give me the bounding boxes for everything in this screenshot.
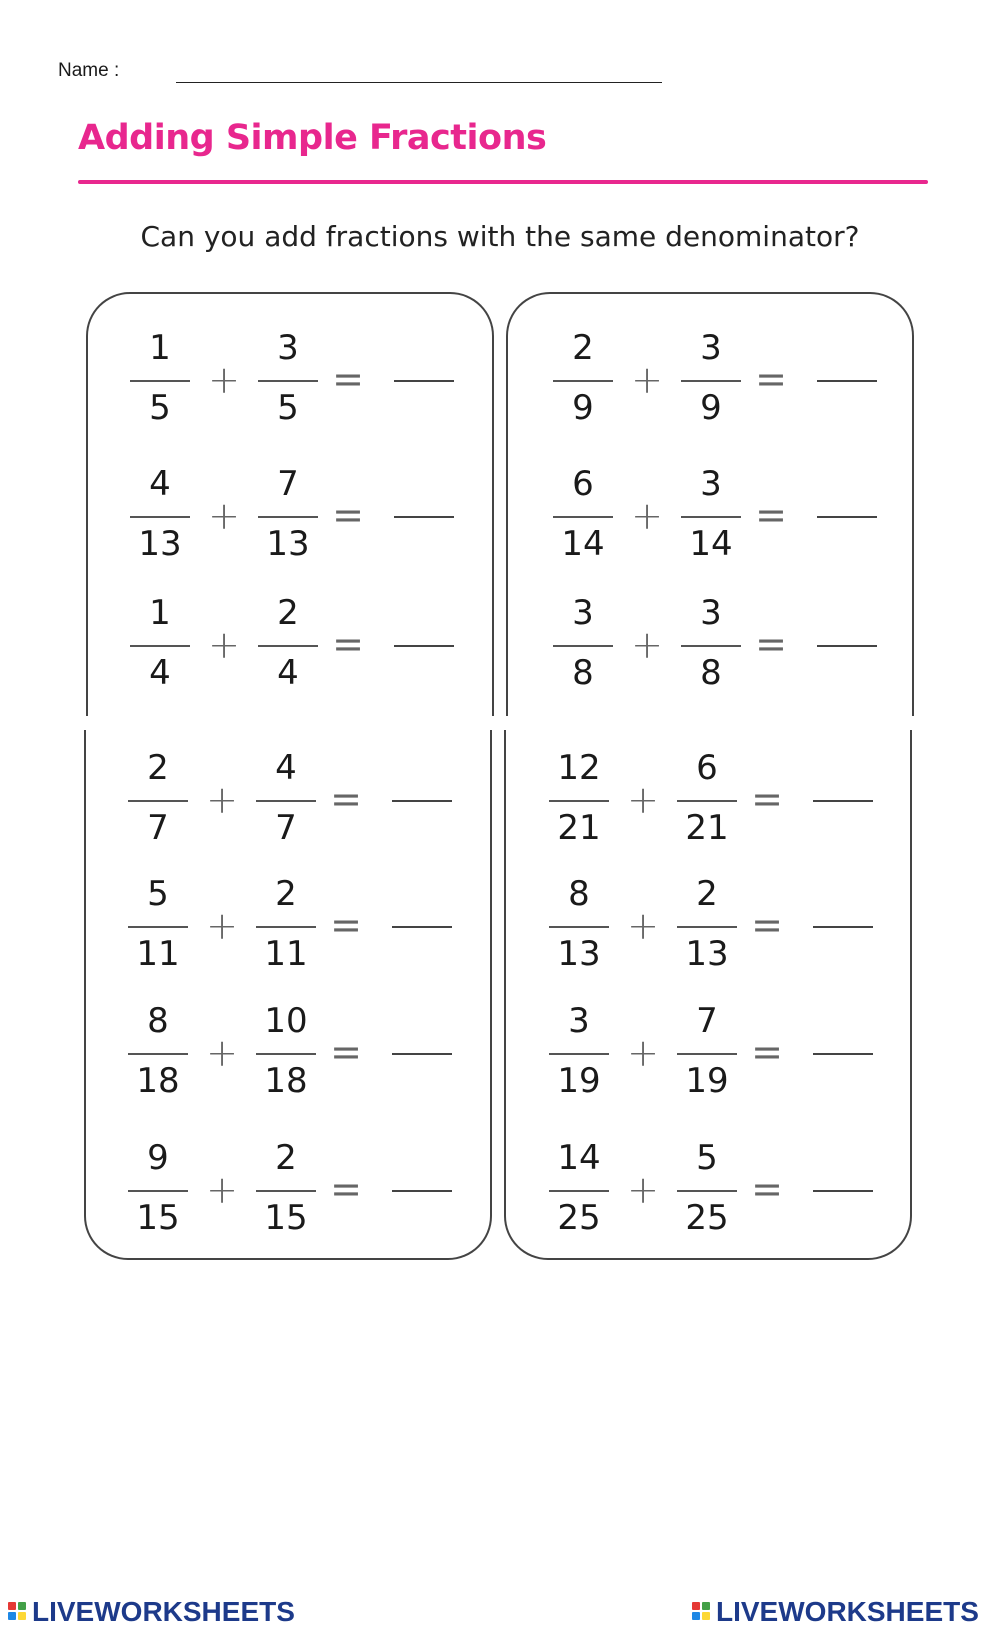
fraction-bar: [681, 516, 741, 518]
name-label: Name :: [58, 60, 120, 81]
fraction-bar: [130, 645, 190, 647]
plus-sign: +: [631, 623, 663, 667]
denominator: 19: [685, 1061, 729, 1101]
answer-blank[interactable]: [394, 645, 454, 647]
fraction-bar: [130, 516, 190, 518]
equals-sign: =: [751, 903, 783, 947]
denominator: 25: [685, 1198, 729, 1238]
answer-blank[interactable]: [813, 1053, 873, 1055]
numerator: 3: [700, 328, 722, 368]
plus-sign: +: [627, 1168, 659, 1212]
denominator: 4: [149, 653, 171, 693]
numerator: 3: [277, 328, 299, 368]
fraction-bar: [258, 645, 318, 647]
denominator: 11: [264, 934, 308, 974]
denominator: 4: [277, 653, 299, 693]
denominator: 13: [557, 934, 601, 974]
fraction-bar: [128, 800, 188, 802]
denominator: 13: [685, 934, 729, 974]
fraction-a: [128, 740, 188, 860]
plus-sign: +: [208, 623, 240, 667]
fraction-bar: [549, 1190, 609, 1192]
name-answer-line[interactable]: [176, 82, 662, 83]
denominator: 9: [572, 388, 594, 428]
fraction-bar: [677, 800, 737, 802]
fraction-a: [553, 585, 613, 705]
fraction-b: [258, 320, 318, 440]
numerator: 2: [572, 328, 594, 368]
fraction-b: [681, 320, 741, 440]
numerator: 3: [700, 464, 722, 504]
denominator: 25: [557, 1198, 601, 1238]
equals-sign: =: [755, 493, 787, 537]
denominator: 19: [557, 1061, 601, 1101]
numerator: 14: [557, 1138, 601, 1178]
equals-sign: =: [330, 1167, 362, 1211]
equals-sign: =: [751, 777, 783, 821]
fraction-bar: [681, 380, 741, 382]
plus-sign: +: [206, 1031, 238, 1075]
plus-sign: +: [627, 778, 659, 822]
equals-sign: =: [330, 1030, 362, 1074]
fraction-a: [128, 866, 188, 986]
fraction-a: [553, 320, 613, 440]
equals-sign: =: [330, 777, 362, 821]
denominator: 15: [136, 1198, 180, 1238]
numerator: 5: [696, 1138, 718, 1178]
fraction-bar: [256, 1053, 316, 1055]
fraction-bar: [549, 800, 609, 802]
plus-sign: +: [627, 1031, 659, 1075]
fraction-a: [128, 1130, 188, 1250]
fraction-b: [256, 740, 316, 860]
plus-sign: +: [208, 358, 240, 402]
fraction-bar: [677, 1190, 737, 1192]
liveworksheets-mark-icon: [692, 1602, 712, 1622]
numerator: 8: [568, 874, 590, 914]
answer-blank[interactable]: [813, 926, 873, 928]
fraction-bar: [256, 800, 316, 802]
denominator: 7: [147, 808, 169, 848]
liveworksheets-mark-icon: [8, 1602, 28, 1622]
equals-sign: =: [751, 1030, 783, 1074]
fraction-a: [549, 740, 609, 860]
numerator: 6: [696, 748, 718, 788]
plus-sign: +: [206, 1168, 238, 1212]
plus-sign: +: [631, 494, 663, 538]
fraction-b: [677, 1130, 737, 1250]
numerator: 2: [275, 1138, 297, 1178]
numerator: 3: [568, 1001, 590, 1041]
instructions: Can you add fractions with the same denominator?: [140, 220, 860, 253]
denominator: 13: [266, 524, 310, 564]
fraction-b: [677, 866, 737, 986]
numerator: 12: [557, 748, 601, 788]
fraction-b: [681, 456, 741, 576]
fraction-bar: [549, 926, 609, 928]
equals-sign: =: [330, 903, 362, 947]
fraction-a: [130, 585, 190, 705]
fraction-b: [256, 866, 316, 986]
fraction-b: [677, 740, 737, 860]
numerator: 4: [275, 748, 297, 788]
fraction-b: [681, 585, 741, 705]
fraction-bar: [128, 1190, 188, 1192]
fraction-a: [549, 866, 609, 986]
equals-sign: =: [332, 357, 364, 401]
fraction-bar: [677, 1053, 737, 1055]
numerator: 9: [147, 1138, 169, 1178]
equals-sign: =: [332, 622, 364, 666]
denominator: 5: [277, 388, 299, 428]
numerator: 4: [149, 464, 171, 504]
fraction-b: [258, 585, 318, 705]
numerator: 2: [147, 748, 169, 788]
fraction-bar: [256, 926, 316, 928]
equals-sign: =: [751, 1167, 783, 1211]
numerator: 3: [700, 593, 722, 633]
denominator: 21: [557, 808, 601, 848]
fraction-a: [553, 456, 613, 576]
answer-blank[interactable]: [813, 800, 873, 802]
fraction-bar: [677, 926, 737, 928]
fraction-b: [258, 456, 318, 576]
numerator: 2: [277, 593, 299, 633]
fraction-bar: [553, 380, 613, 382]
numerator: 1: [149, 328, 171, 368]
title-underline: [78, 180, 928, 184]
fraction-bar: [128, 1053, 188, 1055]
plus-sign: +: [208, 494, 240, 538]
numerator: 7: [277, 464, 299, 504]
answer-blank[interactable]: [817, 645, 877, 647]
page-title: Adding Simple Fractions: [78, 118, 547, 158]
numerator: 2: [696, 874, 718, 914]
answer-blank[interactable]: [817, 380, 877, 382]
denominator: 14: [561, 524, 605, 564]
fraction-bar: [549, 1053, 609, 1055]
numerator: 2: [275, 874, 297, 914]
answer-blank[interactable]: [817, 516, 877, 518]
numerator: 5: [147, 874, 169, 914]
denominator: 18: [136, 1061, 180, 1101]
denominator: 21: [685, 808, 729, 848]
fraction-a: [128, 993, 188, 1113]
denominator: 8: [572, 653, 594, 693]
denominator: 5: [149, 388, 171, 428]
answer-blank[interactable]: [392, 800, 452, 802]
fraction-a: [130, 320, 190, 440]
plus-sign: +: [627, 904, 659, 948]
plus-sign: +: [206, 778, 238, 822]
denominator: 13: [138, 524, 182, 564]
fraction-bar: [258, 380, 318, 382]
answer-blank[interactable]: [392, 1190, 452, 1192]
denominator: 8: [700, 653, 722, 693]
fraction-bar: [553, 516, 613, 518]
fraction-a: [130, 456, 190, 576]
fraction-b: [256, 993, 316, 1113]
logo-text: LIVEWORKSHEETS: [32, 1596, 295, 1627]
numerator: 8: [147, 1001, 169, 1041]
answer-blank[interactable]: [394, 380, 454, 382]
fraction-bar: [130, 380, 190, 382]
fraction-a: [549, 1130, 609, 1250]
plus-sign: +: [206, 904, 238, 948]
fraction-bar: [553, 645, 613, 647]
answer-blank[interactable]: [394, 516, 454, 518]
answer-blank[interactable]: [813, 1190, 873, 1192]
numerator: 3: [572, 593, 594, 633]
denominator: 7: [275, 808, 297, 848]
denominator: 9: [700, 388, 722, 428]
fraction-a: [549, 993, 609, 1113]
denominator: 11: [136, 934, 180, 974]
denominator: 15: [264, 1198, 308, 1238]
equals-sign: =: [332, 493, 364, 537]
equals-sign: =: [755, 357, 787, 401]
numerator: 6: [572, 464, 594, 504]
fraction-bar: [258, 516, 318, 518]
fraction-bar: [681, 645, 741, 647]
denominator: 14: [689, 524, 733, 564]
equals-sign: =: [755, 622, 787, 666]
denominator: 18: [264, 1061, 308, 1101]
answer-blank[interactable]: [392, 926, 452, 928]
numerator: 10: [264, 1001, 308, 1041]
fraction-b: [677, 993, 737, 1113]
plus-sign: +: [631, 358, 663, 402]
numerator: 7: [696, 1001, 718, 1041]
answer-blank[interactable]: [392, 1053, 452, 1055]
logo-text: LIVEWORKSHEETS: [716, 1596, 979, 1627]
fraction-bar: [256, 1190, 316, 1192]
fraction-b: [256, 1130, 316, 1250]
fraction-bar: [128, 926, 188, 928]
numerator: 1: [149, 593, 171, 633]
